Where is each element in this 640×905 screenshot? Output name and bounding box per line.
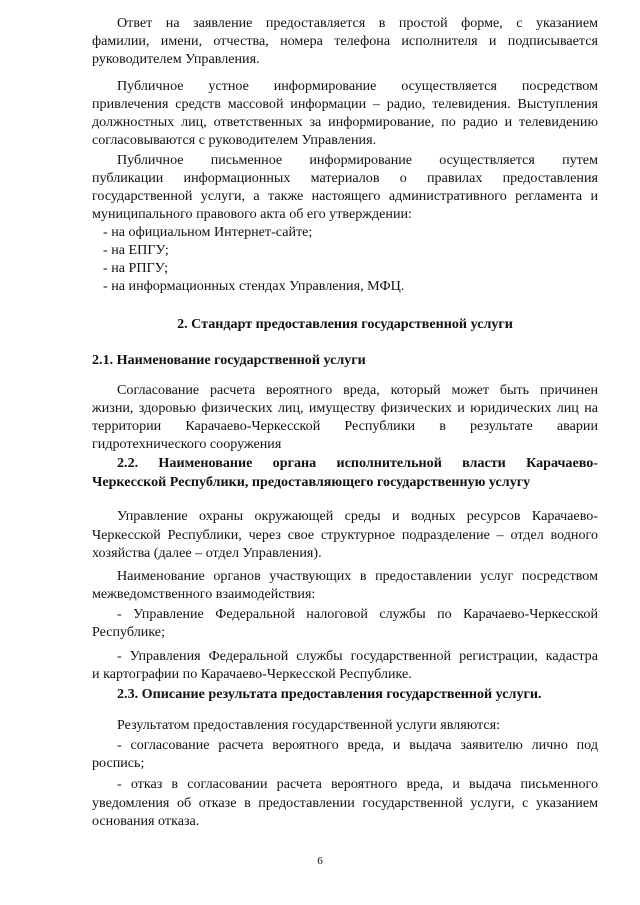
subsection-heading-2-1: 2.1. Наименование государственной услуги [92,352,366,368]
text-line: хозяйства (далее – отдел Управления). [92,545,322,561]
text-line: Согласование расчета вероятного вреда, который может быть причинен [117,382,598,398]
text-line: Результатом предоставления государственной услуги являются: [117,717,501,733]
text-line: Публичное устное информирование осуществляется посредством [117,78,598,94]
text-line: Республике; [92,624,165,640]
list-item: - на информационных стендах Управления, МФЦ. [103,278,405,294]
text-line: фамилии, имени, отчества, номера телефона исполнителя и подписывается [92,33,598,49]
text-line: руководителем Управления. [92,51,260,67]
text-line: территории Карачаево-Черкесской Республики в результате аварии [92,418,598,434]
text-line: - отказ в согласовании расчета вероятного вреда, и выдача письменного [117,776,598,792]
text-line: гидротехнического сооружения [92,436,282,452]
text-line: Наименование органов участвующих в предоставлении услуг посредством [117,568,598,584]
text-line: и картографии по Карачаево-Черкесской Республике. [92,666,412,682]
text-line: Ответ на заявление предоставляется в простой форме, с указанием [117,15,598,31]
text-line: Черкесской Республики, через свое структурное подразделение – отдел водного [92,527,598,543]
text-line: межведомственного взаимодействия: [92,586,316,602]
text-line: - Управление Федеральной налоговой службы по Карачаево-Черкесской [117,606,598,622]
text-line: согласовываются с руководителем Управления. [92,132,377,148]
heading-line: 2.2. Наименование органа исполнительной власти Карачаево- [117,455,598,471]
list-item: - на официальном Интернет-сайте; [103,224,313,240]
subsection-heading-2-3: 2.3. Описание результата предоставления государственной услуги. [117,686,542,702]
heading-line: Черкесской Республики, предоставляющего государственную услугу [92,474,531,490]
text-line: Публичное письменное информирование осуществляется путем [117,152,598,168]
text-line: привлечения средств массовой информации – радио, телевидения. Выступления [92,96,598,112]
text-line: государственной услуги, а также настоящего административного регламента и [92,188,598,204]
text-line: - согласование расчета вероятного вреда, и выдача заявителю лично под [117,737,598,753]
section-heading: 2. Стандарт предоставления государственной услуги [177,316,513,332]
text-line: роспись; [92,755,145,771]
text-line: публикации информационных материалов о правилах предоставления [92,170,598,186]
text-line: уведомления об отказе в предоставлении государственной услуги, с указанием [92,795,598,811]
text-line: должностных лиц, ответственных за информирование, по радио и телевидению [92,114,598,130]
text-line: жизни, здоровью физических лиц, имуществу физических и юридических лиц на [92,400,598,416]
list-item: - на ЕПГУ; [103,242,169,258]
list-item: - на РПГУ; [103,260,169,276]
text-line: - Управления Федеральной службы государственной регистрации, кадастра [117,648,598,664]
text-line: основания отказа. [92,813,200,829]
text-line: Управление охраны окружающей среды и водных ресурсов Карачаево- [117,508,598,524]
text-line: муниципального правового акта об его утверждении: [92,206,412,222]
page-number: 6 [317,855,323,867]
